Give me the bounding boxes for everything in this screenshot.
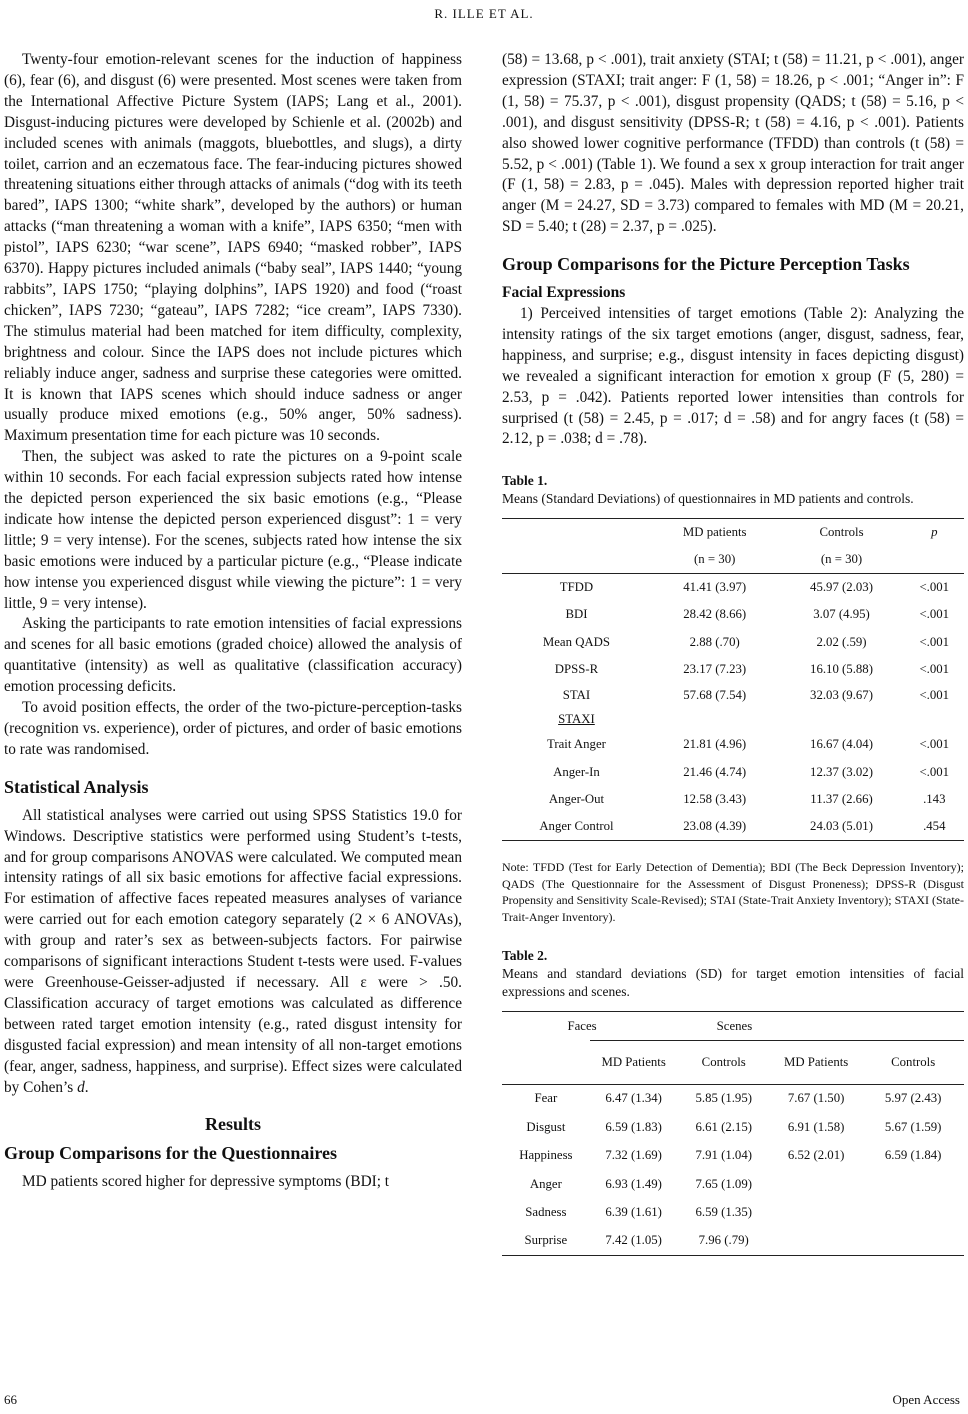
right-column — [502, 50, 964, 1256]
table1-caption: Means (Standard Deviations) of questionnaires in MD patients and controls. — [502, 491, 914, 507]
paragraph-questionnaire-results: MD patients scored higher for depressive symptoms (BDI; t — [22, 1173, 390, 1191]
table2-subheader-faces-md: MD Patients — [590, 1040, 678, 1084]
table-row: Anger Control 23.08 (4.39) 24.03 (5.01) .454 — [502, 813, 964, 840]
table-row: Disgust 6.59 (1.83) 6.61 (2.15) 6.91 (1.58) 5.67 (1.59) — [526, 1119, 942, 1134]
table1-note: Note: TFDD (Test for Early Detection of Dementia); BDI (The Beck Depression Inventory); QADS (The Questionnaire for the Assessment of Disgust Proneness); DPSS-R (Disgust Propensity and Sensitivity Scale-Revised); STAI (State-Trait Anxiety Inventory); STAXI (State-Trait-Anger Inventory). — [502, 860, 964, 924]
subsection-heading-questionnaires: Group Comparisons for the Questionnaires — [4, 1143, 338, 1164]
table-row: Mean QADS 2.88 (.70) 2.02 (.59) <.001 — [542, 634, 950, 649]
table2-subheader-scenes-md: MD Patients — [770, 1040, 862, 1084]
table2-caption: Means and standard deviations (SD) for target emotion intensities of facial expressions and scenes. — [502, 966, 964, 1000]
footer-open-access: Open Access — [892, 1392, 960, 1407]
paragraph-facial-intensities: 1) Perceived intensities of target emotions (Table 2): Analyzing the intensity ratings of the six target emotions (anger, disgust, sadness, fear, happiness, and surprise; e.g., disgust intensity in faces depicting disgust) we revealed a significant interaction for emotion x group (F (5, 280) = 2.53, p = .042). Patients reported lower intensities than controls for surprised (t (58) = 2.45, p = .017; d = .58) and for angry faces (t (58) = 2.12, p = .038; d = .78). — [502, 304, 964, 448]
section-heading-results: Results — [204, 1114, 261, 1135]
table-row: TFDD 41.41 (3.97) 45.97 (2.03) <.001 — [559, 580, 950, 595]
table-row: Happiness 7.32 (1.69) 7.91 (1.04) 6.52 (2.01) 6.59 (1.84) — [519, 1148, 942, 1163]
table2-subheader-scenes-controls: Controls — [862, 1040, 964, 1084]
table-row: Anger 6.93 (1.49) 7.65 (1.09) — [529, 1176, 752, 1191]
paragraph-scenes: Twenty-four emotion-relevant scenes for the induction of happiness (6), fear (6), and disgust (6) were presented. Most scenes were taken from the International Affective Picture System (IAPS; Lang et al., 2001). Disgust-inducing pictures were developed by Schienle et al. (2002b) and included scenes with animals (maggots, bluebottles, and slugs), a dirty toilet, carrion and an eczematous face. The fear-inducing pictures showed threatening situations either through attacks of animals (“dog with its teeth bared”, IAPS 1300; “white shark”, developed by the authors) or human attacks (“man threatening a woman with a knife”, IAPS 6350; “men with pistol”, IAPS 6230; “war scene”, IAPS 6940; “masked robber”, IAPS 6370). Happy pictures included animals (“baby seal”, IAPS 1440; “young rabbits”, IAPS 1750; “playing dolphins”, IAPS 1920) and food (“roast chicken”, IAPS 7230; “gateau”, IAPS 7282; “ice cream”, IAPS 7330). The stimulus material had been matched for item difficulty, complexity, brightness and colour. Since the IAPS does not include pictures which reliably induce anger, sadness and surprise these categories were omitted. It is known that IAPS scenes which should induce sadness or anger usually produce mixed emotions (e.g., 50% anger, 50% sadness). Maximum presentation time for each picture was 10 seconds. — [4, 51, 462, 445]
table-row: Anger-Out 12.58 (3.43) 11.37 (2.66) .143 — [548, 792, 946, 807]
table1-header-p: p — [931, 525, 938, 540]
section-heading-statistical-analysis: Statistical Analysis — [4, 776, 149, 797]
table2-subheader-faces-controls: Controls — [678, 1040, 770, 1084]
table1-title: Table 1. — [502, 473, 548, 489]
table1 — [502, 518, 964, 841]
paragraph-randomisation: To avoid position effects, the order of the two-picture-perception-tasks (recognition vs. experience), order of pictures, and order of basic emotions to rate was randomised. — [4, 699, 462, 758]
table-row: STAI 57.68 (7.54) 32.03 (9.67) <.001 — [562, 687, 950, 702]
table2-title: Table 2. — [502, 948, 548, 964]
table-row: BDI 28.42 (8.66) 3.07 (4.95) <.001 — [565, 607, 950, 622]
subheading-facial-expressions: Facial Expressions — [502, 284, 626, 302]
left-column — [4, 50, 462, 1193]
table-row: Fear 6.47 (1.34) 5.85 (1.95) 7.67 (1.50) 5.97 (2.43) — [534, 1091, 942, 1106]
table1-header-md: MD patients — [682, 525, 747, 540]
paragraph-questionnaire-stats: (58) = 13.68, p < .001), trait anxiety (STAI; t (58) = 11.21, p < .001), anger expression (STAXI; trait anger: F (1, 58) = 18.26, p < .001; “Anger in”: F (1, 58) = 75.37, p < .001), disgust propensity (QADS; t (58) = 5.16, p < .001), and disgust sensitivity (DPSS-R; t (58) = 4.16, p < .001). Patients also showed lower cognitive performance (TFDD) than controls (t (58) = 5.52, p < .001) (Table 1). We found a sex x group interaction for trait anger (F (1, 58) = 2.83, p = .045). Males with depression reported higher trait anger (M = 24.27, SD = 3.73) compared to females with MD (M = 20.21, SD = 5.40; t (28) = 2.37, p = .025). — [502, 51, 964, 236]
table1-header-controls: Controls — [819, 525, 864, 540]
table2-header-faces: Faces Scenes — [590, 1012, 770, 1041]
table-row: STAXI — [558, 711, 595, 726]
table1-subheader-md: (n = 30) — [694, 552, 736, 567]
page-number: 66 — [4, 1392, 17, 1407]
table-row: Surprise 7.42 (1.05) 7.96 (.79) — [502, 1227, 964, 1256]
table-row: Sadness 6.39 (1.61) 6.59 (1.35) — [525, 1205, 752, 1220]
table-row: Anger-In 21.46 (4.74) 12.37 (3.02) <.001 — [553, 764, 950, 779]
paragraph-rating: Then, the subject was asked to rate the pictures on a 9-point scale within 10 seconds. For each facial expression subjects rated how intense the depicted person experienced the six basic emotions (e.g., “Please indicate how intense the depicted person experienced disgust”: 1 = very little; 9 = very intense). For the scenes, subjects rated how intense the six basic emotions were induced by a particular picture (e.g., “Please indicate how intense you experienced disgust while viewing the picture”: 1 = very little, 9 = very intense). — [4, 448, 462, 612]
subsection-heading-picture-perception: Group Comparisons for the Picture Perception Tasks — [502, 254, 910, 275]
running-header: R. ILLE ET AL. — [434, 6, 534, 21]
table2 — [502, 1011, 964, 1256]
table1-header-blank — [502, 519, 651, 546]
paragraph-statistics: All statistical analyses were carried out using SPSS Statistics 19.0 for Windows. Descriptive statistics were performed using Student’s t-tests, and for group comparisons ANOVAS were calculated. We computed mean intensity ratings of all six basic emotions for affective facial expressions. For estimation of affective faces repeated measures analyses of variance were carried out for each emotion category separately (2 × 6 ANOVAs), with group and rater’s sex as between-subjects factors. For pairwise comparisons of significant interactions Student t-tests were used. F-values were Greenhouse-Geisser-adjusted if necessary. All ε were > .50. Classification accuracy of target emotions was calculated as difference between rated target emotion intensity (e.g., rated disgust intensity for disgusted facial expression) and mean intensity of all non-target emotions (fear, anger, sadness, happiness, and surprise). Effect sizes were calculated by Cohen’s d. — [4, 806, 462, 1096]
table-row: Trait Anger 21.81 (4.96) 16.67 (4.04) <.001 — [547, 737, 950, 752]
table-row: DPSS-R 23.17 (7.23) 16.10 (5.88) <.001 — [554, 662, 950, 676]
table1-subheader-controls: (n = 30) — [820, 552, 863, 567]
paragraph-graded-choice: Asking the participants to rate emotion intensities of facial expressions and scenes for all basic emotions (graded choice) allowed the analysis of quantitative (intensity) as well as qualitative (classification accuracy) emotion processing deficits. — [4, 615, 462, 696]
